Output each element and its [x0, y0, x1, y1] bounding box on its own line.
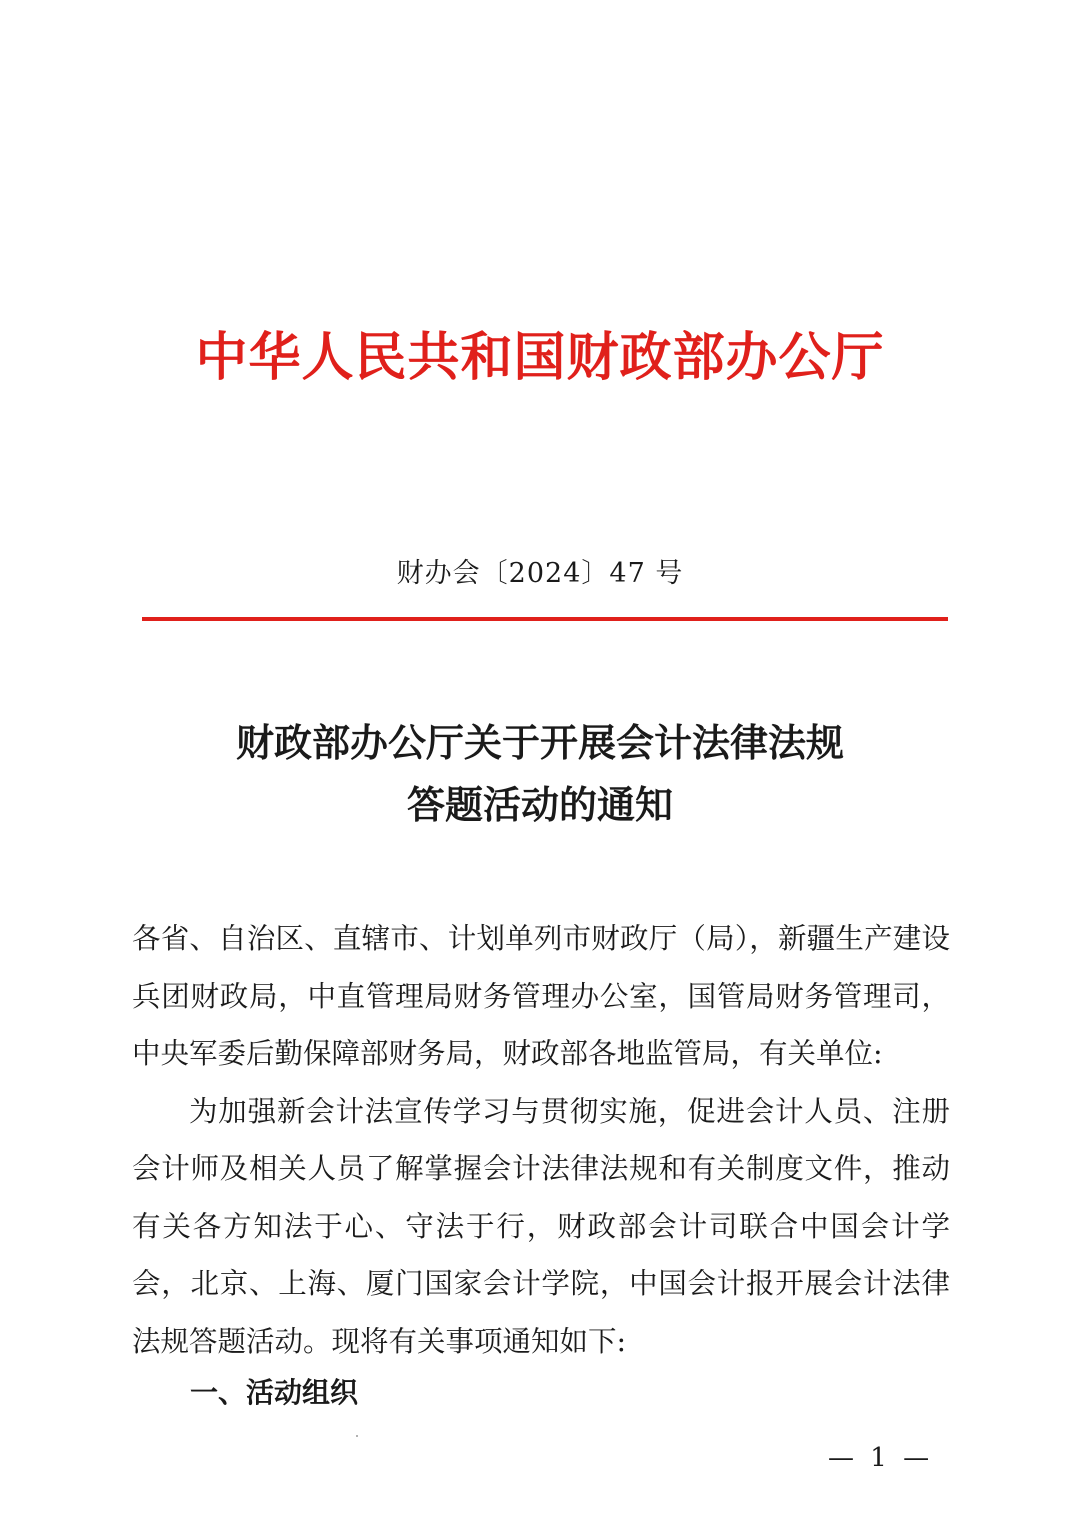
scan-speck	[356, 1435, 358, 1437]
red-divider-line	[142, 617, 948, 621]
issuer-name: 中华人民共和国财政部办公厅	[195, 328, 885, 388]
document-number: 财办会〔2024〕47 号	[396, 558, 684, 589]
document-title	[0, 712, 1080, 836]
page-number: — 1 —	[828, 1443, 934, 1473]
addressees-paragraph: 各省、自治区、直辖市、计划单列市财政厅（局），新疆生产建设兵团财政局，中直管理局财务管理办公室，国管局财务管理司，中央军委后勤保障部财务局，财政部各地监管局，有关单位:	[132, 922, 950, 1070]
intro-paragraph: 为加强新会计法宣传学习与贯彻实施，促进会计人员、注册会计师及相关人员了解掌握会计法律法规和有关制度文件，推动有关各方知法于心、守法于行，财政部会计司联合中国会计学会，北京、上海、厦门国家会计学院，中国会计报开展会计法律法规答题活动。现将有关事项通知如下:	[132, 1094, 950, 1358]
document-body	[132, 910, 950, 1370]
section-heading-1: 一、活动组织	[190, 1376, 359, 1409]
document-title-line-1: 财政部办公厅关于开展会计法律法规	[235, 720, 844, 765]
document-title-line-2: 答题活动的通知	[406, 782, 673, 827]
